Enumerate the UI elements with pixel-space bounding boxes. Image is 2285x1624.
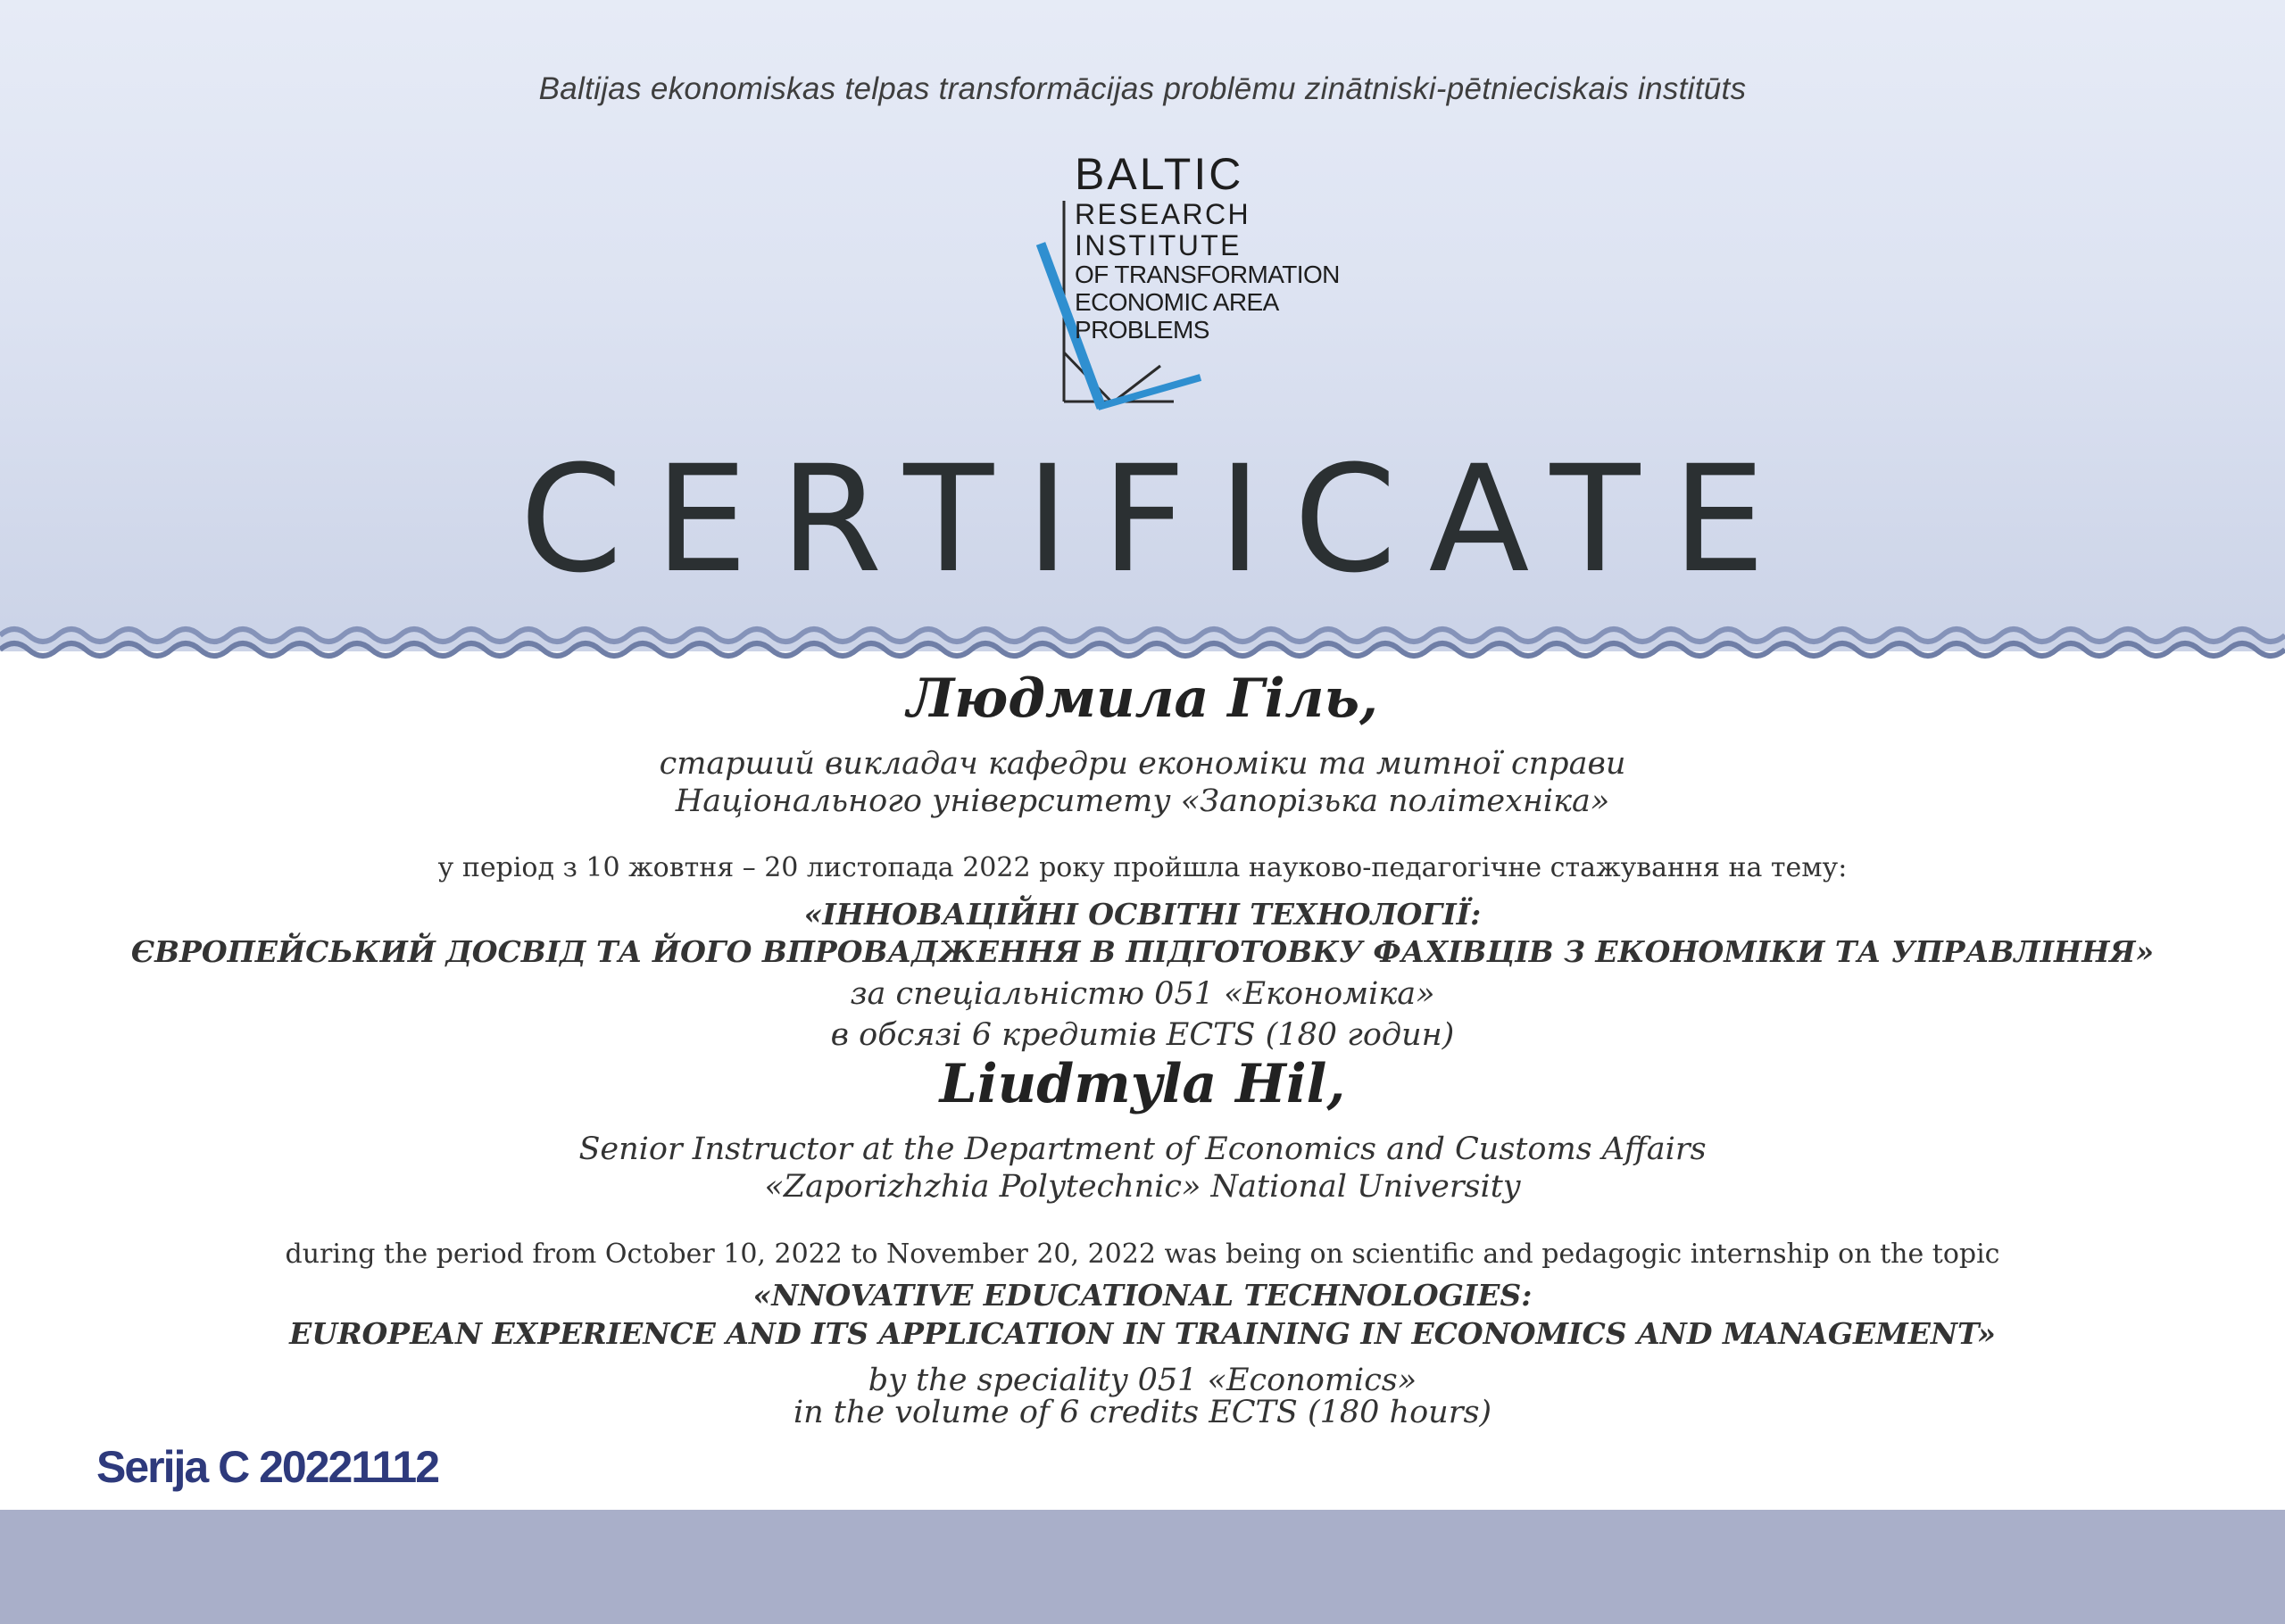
position-uk-line1: старший викладач кафедри економіки та митної справи [659, 746, 1626, 782]
topic-en-line2: EUROPEAN EXPERIENCE AND ITS APPLICATION IN TRAINING IN ECONOMICS AND MANAGEMENT» [289, 1316, 1996, 1351]
topic-en-line1: «NNOVATIVE EDUCATIONAL TECHNOLOGIES: [752, 1278, 1533, 1313]
speciality-en: by the speciality 051 «Economics» [868, 1363, 1417, 1398]
recipient-name-en: Liudmyla Hil, [939, 1053, 1346, 1115]
logo-line-institute: INSTITUTE [1075, 229, 1242, 261]
institute-logo-text [1075, 149, 1340, 345]
position-uk-line2: Національного університету «Запорізька політехніка» [675, 783, 1610, 819]
position-en-line1: Senior Instructor at the Department of Economics and Customs Affairs [578, 1131, 1707, 1167]
volume-en: in the volume of 6 credits ECTS (180 hours) [793, 1395, 1492, 1430]
period-en: during the period from October 10, 2022 to November 20, 2022 was being on scientific and pedagogic internship on the topic [285, 1239, 2000, 1270]
logo-line-economic-area: ECONOMIC AREA [1075, 288, 1279, 316]
logo-line-baltic: BALTIC [1075, 149, 1244, 199]
volume-uk: в обсязі 6 кредитів ECTS (180 годин) [830, 1017, 1455, 1053]
speciality-uk: за спеціальністю 051 «Економіка» [850, 976, 1435, 1012]
topic-uk-line1: «ІННОВАЦІЙНІ ОСВІТНІ ТЕХНОЛОГІЇ: [803, 897, 1482, 932]
logo-line-problems: PROBLEMS [1075, 316, 1209, 344]
position-en-line2: «Zaporizhzhia Polytechnic» National University [764, 1169, 1521, 1205]
footer-band [0, 1510, 2285, 1624]
wave-border [0, 616, 2285, 669]
wave-line-top [0, 629, 2285, 642]
period-uk: у період з 10 жовтня – 20 листопада 2022 року пройшла науково-педагогічне стажування на тему: [437, 852, 1848, 883]
logo-line-research: RESEARCH [1075, 198, 1251, 230]
institute-name-latvian: Baltijas ekonomiskas telpas transformācijas problēmu zinātniski-pētnieciskais institūts [538, 71, 1747, 106]
logo-line-transformation: OF TRANSFORMATION [1075, 261, 1340, 288]
certificate-title: CERTIFICATE [519, 434, 1798, 605]
certificate-serial-number: Serija C 20221112 [96, 1442, 439, 1492]
recipient-name-uk: Людмила Гіль, [907, 667, 1378, 730]
wave-line-bottom [0, 643, 2285, 656]
topic-uk-line2: ЄВРОПЕЙСЬКИЙ ДОСВІД ТА ЙОГО ВПРОВАДЖЕННЯ В ПІДГОТОВКУ ФАХІВЦІВ З ЕКОНОМІКИ ТА УПРАВЛІННЯ» [130, 934, 2155, 969]
